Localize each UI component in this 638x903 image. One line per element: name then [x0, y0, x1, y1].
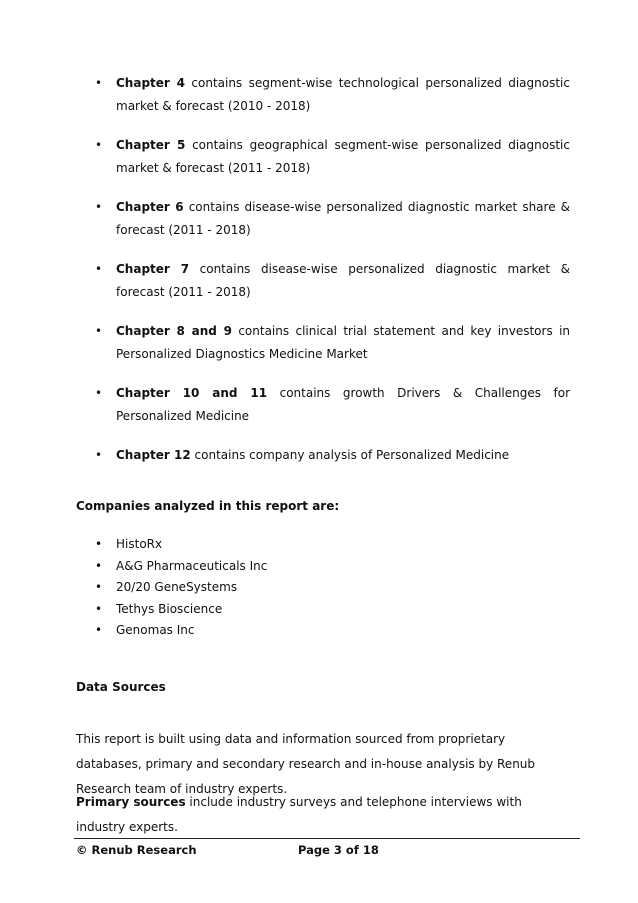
companies-heading: Companies analyzed in this report are:	[76, 499, 340, 513]
chapter-text: contains geographical segment-wise personalized diagnostic market & forecast (2011 - 2018)	[116, 138, 570, 175]
primary-sources-label: Primary sources	[76, 795, 186, 809]
footer-page-number: Page 3 of 18	[298, 843, 379, 857]
chapter-list	[90, 72, 570, 483]
list-item	[90, 382, 570, 428]
chapter-label: Chapter 5	[116, 138, 186, 152]
chapter-text: contains growth Drivers & Challenges for Personalized Medicine	[116, 386, 570, 423]
chapter-text: contains company analysis of Personalized Medicine	[190, 448, 510, 462]
list-item	[90, 320, 570, 366]
chapter-text: contains clinical trial statement and key investors in Personalized Diagnostics Medicine Market	[116, 324, 571, 361]
list-item: • HistoRx	[90, 534, 267, 556]
primary-sources-paragraph	[76, 790, 568, 840]
chapter-text: contains segment-wise technological personalized diagnostic market & forecast (2010 - 2018)	[116, 76, 570, 113]
footer-divider	[74, 838, 580, 839]
data-sources-paragraph: This report is built using data and information sourced from proprietary databases, primary and secondary research and in-house analysis by Renub Research team of industry experts.	[76, 732, 536, 796]
list-item	[90, 196, 570, 242]
data-sources-heading: Data Sources	[76, 680, 166, 694]
list-item	[90, 134, 570, 180]
chapter-label: Chapter 10 and 11	[116, 386, 268, 400]
list-item: • Genomas Inc	[90, 620, 267, 642]
list-item: • A&G Pharmaceuticals Inc	[90, 556, 267, 578]
chapter-label: Chapter 4	[116, 76, 185, 90]
list-item: • Tethys Bioscience	[90, 599, 267, 621]
chapter-text: contains disease-wise personalized diagnostic market share & forecast (2011 - 2018)	[116, 200, 571, 237]
list-item	[90, 258, 570, 304]
chapter-label: Chapter 7	[116, 262, 190, 276]
chapter-text: contains disease-wise personalized diagnostic market & forecast (2011 - 2018)	[116, 262, 570, 299]
footer-copyright: © Renub Research	[76, 843, 197, 857]
primary-sources-text: include industry surveys and telephone interviews with industry experts.	[76, 795, 522, 834]
chapter-label: Chapter 6	[116, 200, 184, 214]
chapter-label: Chapter 12	[116, 448, 191, 462]
chapter-label: Chapter 8 and 9	[116, 324, 232, 338]
list-item	[90, 444, 570, 467]
list-item: • 20/20 GeneSystems	[90, 577, 267, 599]
list-item	[90, 72, 570, 118]
company-list	[90, 534, 267, 642]
